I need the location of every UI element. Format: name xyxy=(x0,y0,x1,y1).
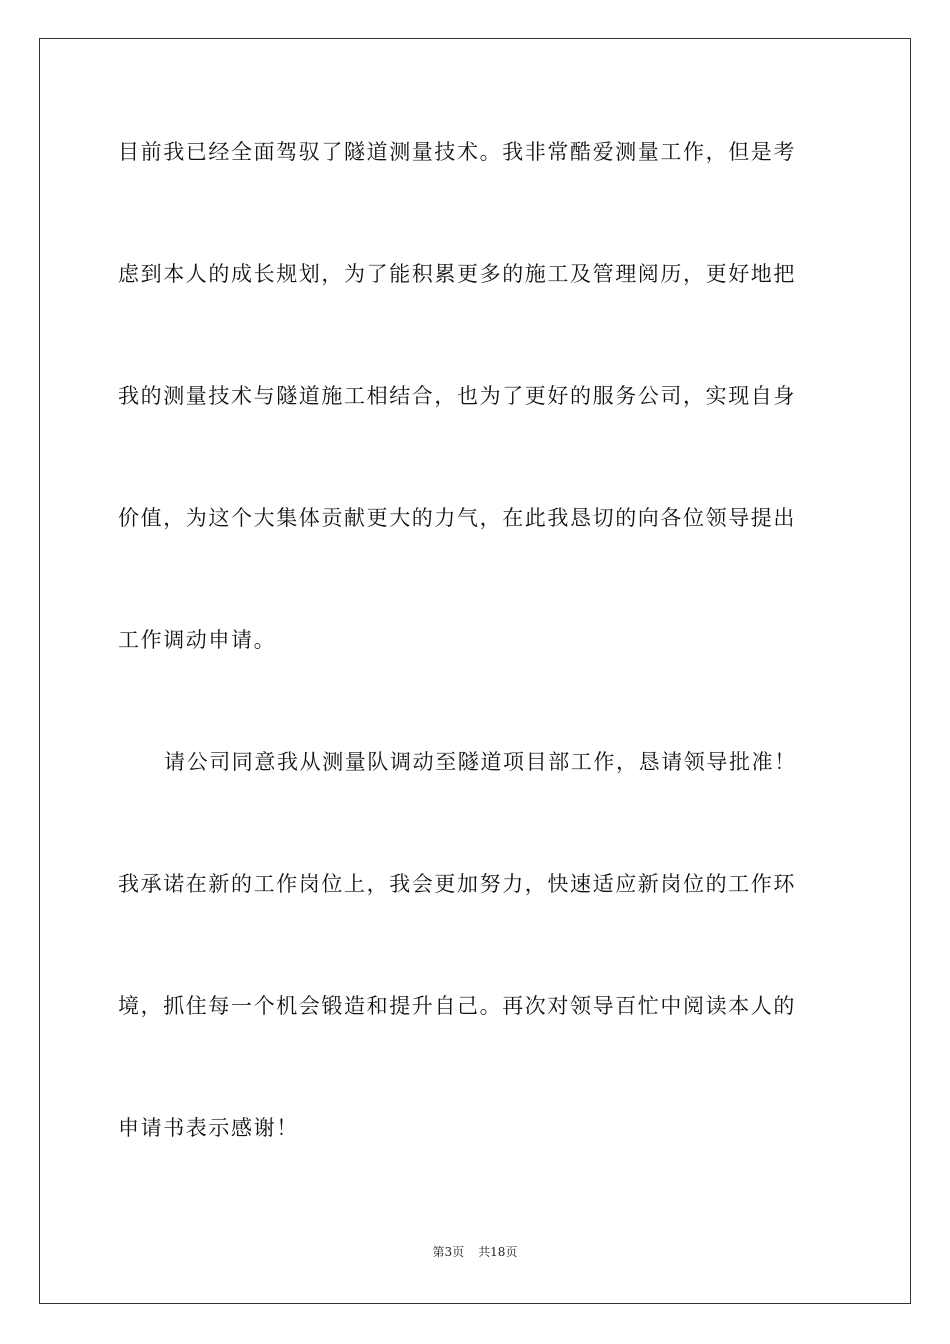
body-line-4: 价值，为这个大集体贡献更大的力气，在此我恳切的向各位领导提出 xyxy=(118,506,796,530)
page-footer xyxy=(0,1243,950,1260)
body-line-6: 请公司同意我从测量队调动至隧道项目部工作，恳请领导批准！ xyxy=(164,750,797,774)
body-line-7: 我承诺在新的工作岗位上，我会更加努力，快速适应新岗位的工作环 xyxy=(118,872,796,896)
body-line-9: 申请书表示感谢！ xyxy=(118,1116,299,1140)
body-line-1: 目前我已经全面驾驭了隧道测量技术。我非常酷爱测量工作，但是考 xyxy=(118,140,796,164)
body-line-8: 境，抓住每一个机会锻造和提升自己。再次对领导百忙中阅读本人的 xyxy=(118,994,796,1018)
body-line-3: 我的测量技术与隧道施工相结合，也为了更好的服务公司，实现自身 xyxy=(118,384,796,408)
body-line-2: 虑到本人的成长规划，为了能积累更多的施工及管理阅历，更好地把 xyxy=(118,262,796,286)
page-total: 共18页 xyxy=(478,1245,518,1259)
body-line-5: 工作调动申请。 xyxy=(118,628,277,652)
page-number: 第3页 xyxy=(432,1245,465,1259)
